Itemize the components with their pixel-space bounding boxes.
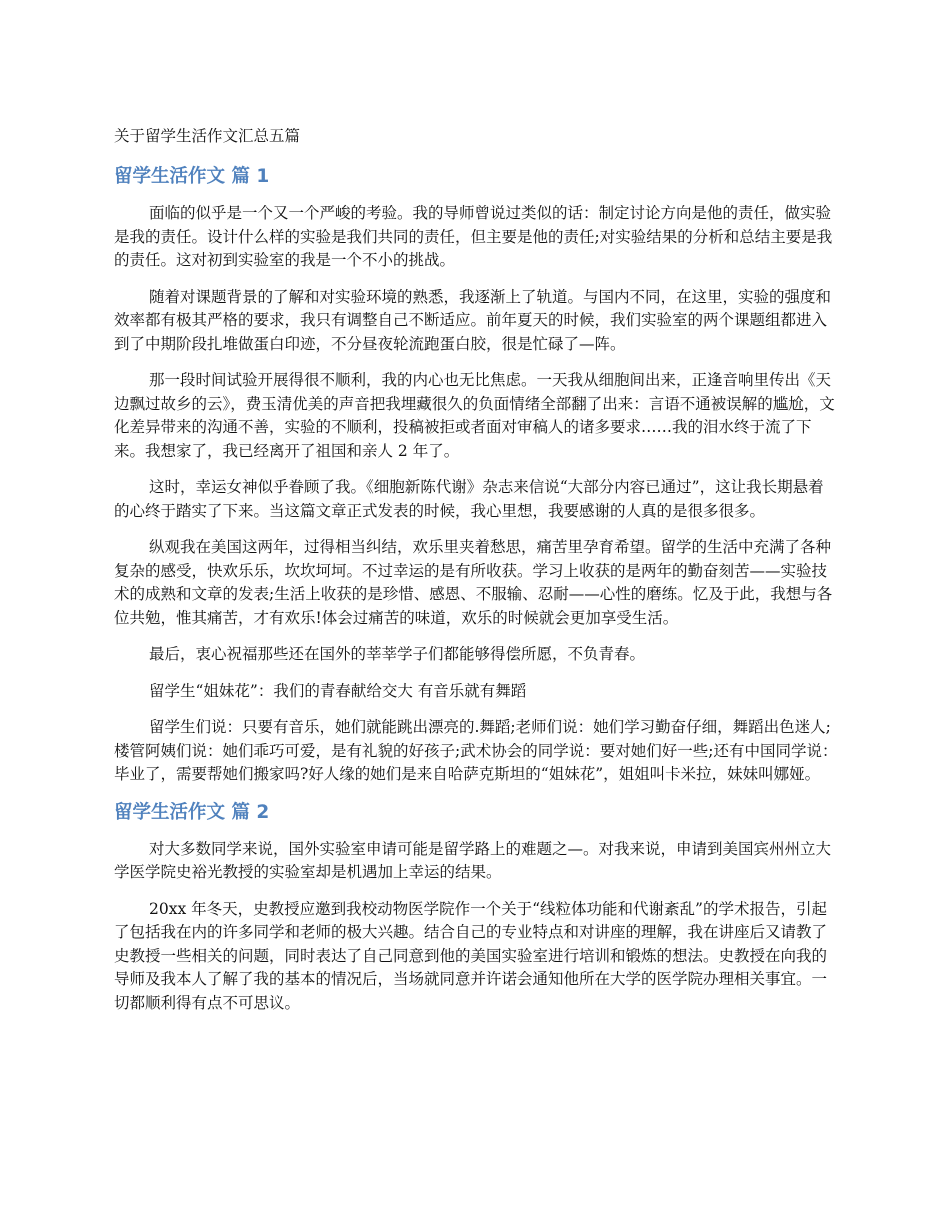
section-heading-2: 留学生活作文 篇 2 <box>114 801 270 823</box>
paragraph: 面临的似乎是一个又一个严峻的考验。我的导师曾说过类似的话：制定讨论方向是他的责任，做实验是我的责任。设计什么样的实验是我们共同的责任，但主要是他的责任;对实验结果的分析和总结主要是我的责任。这对初到实验室的我是一个不小的挑战。 <box>114 204 833 269</box>
paragraph: 留学生“姐妹花”：我们的青春献给交大 有音乐就有舞蹈 <box>149 681 527 700</box>
paragraph: 对大多数同学来说，国外实验室申请可能是留学路上的难题之—。对我来说，申请到美国宾州州立大学医学院史裕光教授的实验室却是机遇加上幸运的结果。 <box>114 839 832 881</box>
paragraph: 随着对课题背景的了解和对实验环境的熟悉，我逐渐上了轨道。与国内不同，在这里，实验的强度和效率都有极其严格的要求，我只有调整自己不断适应。前年夏天的时候，我们实验室的两个课题组都进入到了中期阶段扎堆做蛋白印迹，不分昼夜轮流跑蛋白胶，很是忙碌了—阵。 <box>114 287 832 353</box>
section-2 <box>114 800 838 1016</box>
paragraph: 最后，衷心祝福那些还在国外的莘莘学子们都能够得偿所愿，不负青春。 <box>149 645 646 663</box>
document-title: 关于留学生活作文汇总五篇 <box>114 127 301 145</box>
section-heading-1: 留学生活作文 篇 1 <box>114 166 270 187</box>
paragraph: 纵观我在美国这两年，过得相当纠结，欢乐里夹着愁思，痛苦里孕育希望。留学的生活中充满了各种复杂的感受，快欢乐乐，坎坎坷坷。不过幸运的是有所收获。学习上收获的是两年的勤奋刻苦——实验技术的成熟和文章的发表;生活上收获的是珍惜、感恩、不服输、忍耐——心性的磨练。忆及于此，我想与各位共勉，惟其痛苦，才有欢乐!体会过痛苦的味道，欢乐的时候就会更加享受生活。 <box>114 538 833 627</box>
section-1 <box>114 164 838 787</box>
paragraph: 那一段时间试验开展得很不顺利，我的内心也无比焦虑。一天我从细胞间出来，正逢音响里传出《天边飘过故乡的云》，费玉清优美的声音把我埋藏很久的负面情绪全部翻了出来：言语不通被误解的尴尬，文化差异带来的沟通不善，实验的不顺利，投稿被拒或者面对审稿人的诸多要求……我的泪水终于流了下来。我想家了，我已经离开了祖国和亲人 2 年了。 <box>114 371 835 460</box>
paragraph: 留学生们说：只要有音乐，她们就能跳出漂亮的.舞蹈;老师们说：她们学习勤奋仔细，舞蹈出色迷人;楼管阿姨们说：她们乖巧可爱，是有礼貌的好孩子;武术协会的同学说：要对她们好一些;还有中国同学说：毕业了，需要帮她们搬家吗?好人缘的她们是来自哈萨克斯坦的“姐妹花”，姐姐叫卡米拉，妹妹叫娜娅。 <box>114 718 838 783</box>
paragraph: 这时，幸运女神似乎眷顾了我。《细胞新陈代谢》杂志来信说“大部分内容已通过”，这让我长期悬着的心终于踏实了下来。当这篇文章正式发表的时候，我心里想，我要感谢的人真的是很多很多。 <box>114 478 824 520</box>
paragraph: 20xx 年冬天，史教授应邀到我校动物医学院作一个关于“线粒体功能和代谢紊乱”的学术报告，引起了包括我在内的许多同学和老师的极大兴趣。结合自己的专业特点和对讲座的理解，我在讲座后又请教了史教授一些相关的问题，同时表达了自己同意到他的美国实验室进行培训和锻炼的想法。史教授在向我的导师及我本人了解了我的基本的情况后，当场就同意并许诺会通知他所在大学的医学院办理相关事宜。一切都顺利得有点不可思议。 <box>114 899 828 1012</box>
